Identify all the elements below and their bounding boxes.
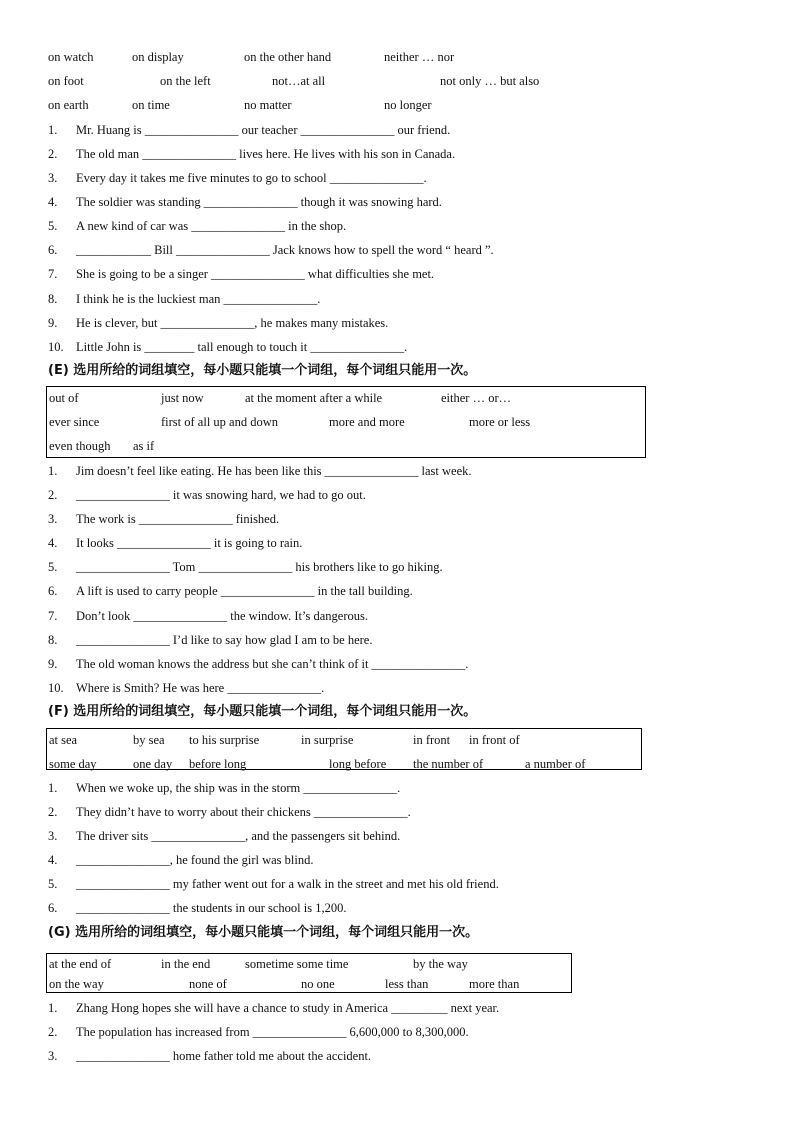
item-text: _______________, he found the girl was blind. bbox=[76, 853, 314, 867]
phrase: on earth bbox=[48, 98, 89, 112]
phrase: before long bbox=[189, 757, 247, 771]
item-text: They didn’t have to worry about their chickens _______________. bbox=[76, 805, 411, 819]
phrase: in front of bbox=[469, 733, 520, 747]
phrase: on display bbox=[132, 50, 184, 64]
item-text: ____________ Bill _______________ Jack knows how to spell the word “ heard ”. bbox=[76, 243, 494, 257]
exercise-item bbox=[48, 535, 648, 551]
exercise-item bbox=[48, 146, 648, 162]
item-text: Where is Smith? He was here _______________. bbox=[76, 681, 325, 695]
exercise-item bbox=[48, 583, 648, 599]
phrase: at the end of bbox=[49, 957, 112, 971]
item-text: The soldier was standing _______________ though it was snowing hard. bbox=[76, 195, 442, 209]
exercise-item bbox=[48, 1000, 648, 1016]
exercise-item bbox=[48, 511, 648, 527]
item-text: Jim doesn’t feel like eating. He has been like this _______________ last week. bbox=[76, 464, 472, 478]
item-number: 1. bbox=[48, 781, 58, 795]
item-number: 6. bbox=[48, 243, 58, 257]
item-number: 4. bbox=[48, 536, 58, 550]
item-text: It looks _______________ it is going to rain. bbox=[76, 536, 303, 550]
section-heading: (F) 选用所给的词组填空，每小题只能填一个词组，每个词组只能用一次。 bbox=[48, 704, 477, 719]
exercise-item bbox=[48, 852, 648, 868]
phrase: more than bbox=[469, 977, 520, 991]
item-number: 3. bbox=[48, 171, 58, 185]
exercise-item bbox=[48, 876, 648, 892]
exercise-item bbox=[48, 218, 648, 234]
exercise-item bbox=[48, 487, 648, 503]
exercise-item bbox=[48, 1024, 648, 1040]
phrase: in surprise bbox=[301, 733, 354, 747]
exercise-item bbox=[48, 1048, 648, 1064]
phrase: to his surprise bbox=[189, 733, 260, 747]
item-text: He is clever, but _______________, he makes many mistakes. bbox=[76, 316, 389, 330]
phrase: some day bbox=[49, 757, 97, 771]
item-text: _______________ Tom _______________ his brothers like to go hiking. bbox=[76, 560, 443, 574]
item-number: 9. bbox=[48, 657, 58, 671]
phrase: first of all up and down bbox=[161, 415, 278, 429]
item-text: Mr. Huang is _______________ our teacher _______________ our friend. bbox=[76, 123, 451, 137]
item-number: 4. bbox=[48, 853, 58, 867]
item-text: I think he is the luckiest man _______________. bbox=[76, 292, 321, 306]
phrase-row bbox=[48, 73, 648, 89]
phrase: in the end bbox=[161, 957, 211, 971]
exercise-item bbox=[48, 656, 648, 672]
item-text: The old woman knows the address but she can’t think of it _______________. bbox=[76, 657, 469, 671]
phrase: on watch bbox=[48, 50, 94, 64]
item-number: 1. bbox=[48, 123, 58, 137]
item-text: The old man _______________ lives here. He lives with his son in Canada. bbox=[76, 147, 456, 161]
item-number: 1. bbox=[48, 1001, 58, 1015]
section-heading: (G) 选用所给的词组填空，每小题只能填一个词组，每个词组只能用一次。 bbox=[48, 925, 479, 940]
item-number: 5. bbox=[48, 219, 58, 233]
item-text: _______________ my father went out for a walk in the street and met his old friend. bbox=[76, 877, 499, 891]
phrase-row bbox=[49, 976, 649, 992]
exercise-item bbox=[48, 632, 648, 648]
phrase: no longer bbox=[384, 98, 432, 112]
item-text: Zhang Hong hopes she will have a chance to study in America _________ next year. bbox=[76, 1001, 500, 1015]
exercise-item bbox=[48, 680, 648, 696]
phrase: in front bbox=[413, 733, 451, 747]
exercise-item bbox=[48, 559, 648, 575]
item-number: 7. bbox=[48, 267, 58, 281]
phrase: none of bbox=[189, 977, 227, 991]
exercise-item bbox=[48, 608, 648, 624]
phrase: not only … but also bbox=[440, 74, 540, 88]
phrase-row bbox=[49, 756, 649, 772]
phrase: on the other hand bbox=[244, 50, 332, 64]
phrase: one day bbox=[133, 757, 173, 771]
item-text: _______________ home father told me about the accident. bbox=[76, 1049, 372, 1063]
exercise-item bbox=[48, 291, 648, 307]
exercise-item bbox=[48, 170, 648, 186]
phrase-box bbox=[46, 728, 642, 770]
phrase-row bbox=[48, 49, 648, 65]
item-number: 5. bbox=[48, 877, 58, 891]
phrase: long before bbox=[329, 757, 387, 771]
item-text: She is going to be a singer _______________ what difficulties she met. bbox=[76, 267, 435, 281]
phrase: at sea bbox=[49, 733, 78, 747]
phrase: on the left bbox=[160, 74, 211, 88]
phrase: out of bbox=[49, 391, 79, 405]
item-text: A new kind of car was _______________ in the shop. bbox=[76, 219, 347, 233]
item-number: 10. bbox=[48, 681, 64, 695]
phrase-row bbox=[49, 438, 649, 454]
item-text: _______________ I’d like to say how glad I am to be here. bbox=[76, 633, 373, 647]
exercise-item bbox=[48, 315, 648, 331]
item-text: The population has increased from _______________ 6,600,000 to 8,300,000. bbox=[76, 1025, 469, 1039]
phrase: the number of bbox=[413, 757, 484, 771]
phrase: a number of bbox=[525, 757, 586, 771]
phrase: ever since bbox=[49, 415, 100, 429]
phrase-row bbox=[49, 732, 649, 748]
section-heading: (E) 选用所给的词组填空，每小题只能填一个词组，每个词组只能用一次。 bbox=[48, 363, 477, 378]
item-text: Little John is ________ tall enough to touch it _______________. bbox=[76, 340, 408, 354]
exercise-item bbox=[48, 122, 648, 138]
phrase: more or less bbox=[469, 415, 531, 429]
exercise-item bbox=[48, 780, 648, 796]
exercise-item bbox=[48, 242, 648, 258]
phrase: by sea bbox=[133, 733, 165, 747]
item-text: A lift is used to carry people _______________ in the tall building. bbox=[76, 584, 413, 598]
item-number: 3. bbox=[48, 829, 58, 843]
item-number: 2. bbox=[48, 488, 58, 502]
item-number: 3. bbox=[48, 1049, 58, 1063]
item-text: When we woke up, the ship was in the storm _______________. bbox=[76, 781, 401, 795]
exercise-item bbox=[48, 828, 648, 844]
phrase: more and more bbox=[329, 415, 405, 429]
phrase: by the way bbox=[413, 957, 468, 971]
item-number: 3. bbox=[48, 512, 58, 526]
item-number: 5. bbox=[48, 560, 58, 574]
item-number: 6. bbox=[48, 901, 58, 915]
phrase: as if bbox=[133, 439, 155, 453]
phrase: less than bbox=[385, 977, 429, 991]
item-number: 6. bbox=[48, 584, 58, 598]
phrase: sometime some time bbox=[245, 957, 349, 971]
item-number: 9. bbox=[48, 316, 58, 330]
item-number: 4. bbox=[48, 195, 58, 209]
item-number: 10. bbox=[48, 340, 64, 354]
item-number: 8. bbox=[48, 292, 58, 306]
phrase: not…at all bbox=[272, 74, 326, 88]
item-number: 2. bbox=[48, 805, 58, 819]
phrase-box bbox=[46, 953, 572, 993]
exercise-item bbox=[48, 900, 648, 916]
phrase: on time bbox=[132, 98, 170, 112]
phrase: either … or… bbox=[441, 391, 512, 405]
item-text: Don’t look _______________ the window. It’s dangerous. bbox=[76, 609, 368, 623]
item-number: 2. bbox=[48, 1025, 58, 1039]
exercise-item bbox=[48, 266, 648, 282]
item-number: 8. bbox=[48, 633, 58, 647]
item-text: The driver sits _______________, and the passengers sit behind. bbox=[76, 829, 401, 843]
phrase: at the moment after a while bbox=[245, 391, 383, 405]
phrase: neither … nor bbox=[384, 50, 455, 64]
phrase-row bbox=[48, 97, 648, 113]
phrase-box bbox=[46, 386, 646, 458]
item-number: 7. bbox=[48, 609, 58, 623]
phrase-row bbox=[49, 956, 649, 972]
item-text: _______________ it was snowing hard, we had to go out. bbox=[76, 488, 366, 502]
exercise-item bbox=[48, 194, 648, 210]
phrase: even though bbox=[49, 439, 111, 453]
exercise-item bbox=[48, 339, 648, 355]
phrase: on foot bbox=[48, 74, 84, 88]
item-number: 1. bbox=[48, 464, 58, 478]
phrase: just now bbox=[161, 391, 204, 405]
item-text: _______________ the students in our school is 1,200. bbox=[76, 901, 347, 915]
exercise-item bbox=[48, 463, 648, 479]
phrase-row bbox=[49, 390, 649, 406]
phrase: on the way bbox=[49, 977, 104, 991]
phrase-row bbox=[49, 414, 649, 430]
phrase: no one bbox=[301, 977, 335, 991]
phrase: no matter bbox=[244, 98, 292, 112]
item-number: 2. bbox=[48, 147, 58, 161]
item-text: Every day it takes me five minutes to go to school _______________. bbox=[76, 171, 427, 185]
exercise-item bbox=[48, 804, 648, 820]
item-text: The work is _______________ finished. bbox=[76, 512, 280, 526]
